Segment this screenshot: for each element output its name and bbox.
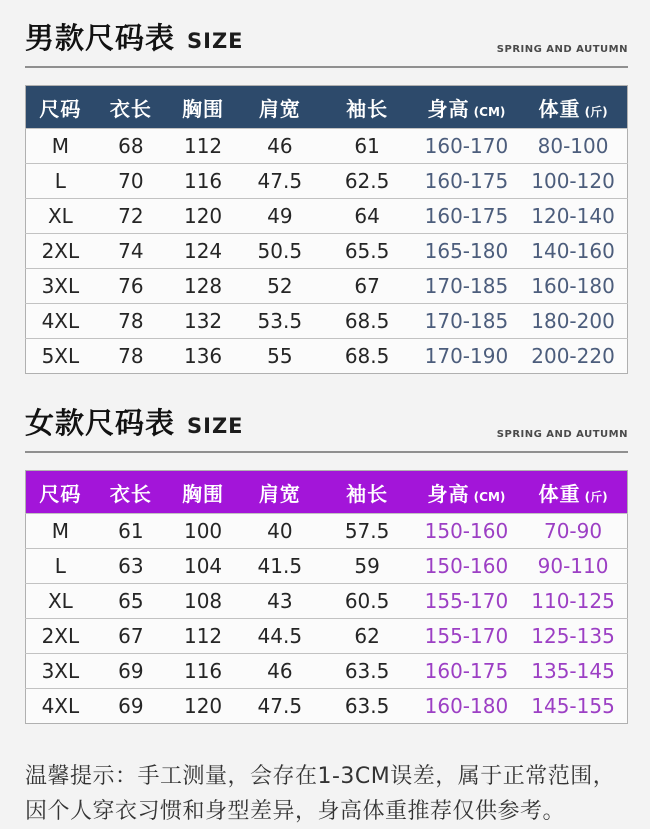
disclaimer-note: 温馨提示：手工测量，会存在1-3CM误差，属于正常范围，因个人穿衣习惯和身型差异，身高体重推荐仅供参考。 (25, 764, 616, 824)
column-unit: (CM) (469, 104, 506, 119)
men-title-row (25, 16, 628, 57)
value-cell: 160-180 (519, 269, 627, 304)
value-cell: 46 (239, 654, 320, 689)
value-cell: 78 (95, 339, 167, 374)
column-header: 袖长 (320, 471, 413, 514)
value-cell: 108 (167, 584, 239, 619)
table-row (26, 584, 628, 619)
size-cell: 2XL (26, 234, 95, 269)
value-cell: 160-175 (414, 654, 519, 689)
value-cell: 50.5 (239, 234, 320, 269)
size-cell: M (26, 129, 95, 164)
value-cell: 70-90 (519, 514, 627, 549)
season-label: SPRING AND AUTUMN (496, 429, 628, 440)
value-cell: 61 (320, 129, 413, 164)
size-cell: L (26, 549, 95, 584)
value-cell: 63.5 (320, 654, 413, 689)
value-cell: 68 (95, 129, 167, 164)
column-header: 身高 (CM) (414, 86, 519, 129)
value-cell: 125-135 (519, 619, 627, 654)
value-cell: 155-170 (414, 584, 519, 619)
value-cell: 62.5 (320, 164, 413, 199)
value-cell: 68.5 (320, 304, 413, 339)
value-cell: 170-190 (414, 339, 519, 374)
header-row (26, 86, 628, 129)
value-cell: 47.5 (239, 164, 320, 199)
value-cell: 43 (239, 584, 320, 619)
women-size-table (25, 470, 628, 724)
value-cell: 68.5 (320, 339, 413, 374)
table-row (26, 269, 628, 304)
value-cell: 124 (167, 234, 239, 269)
size-cell: 4XL (26, 304, 95, 339)
value-cell: 112 (167, 619, 239, 654)
table-row (26, 654, 628, 689)
value-cell: 47.5 (239, 689, 320, 724)
column-header: 衣长 (95, 471, 167, 514)
value-cell: 165-180 (414, 234, 519, 269)
column-header: 胸围 (167, 86, 239, 129)
size-cell: 2XL (26, 619, 95, 654)
size-cell: 3XL (26, 654, 95, 689)
section-title-en: SIZE (187, 414, 244, 438)
value-cell: 160-175 (414, 164, 519, 199)
column-unit: (斤) (580, 489, 608, 504)
size-cell: 4XL (26, 689, 95, 724)
title-divider (25, 66, 628, 68)
table-row (26, 619, 628, 654)
value-cell: 63.5 (320, 689, 413, 724)
value-cell: 65.5 (320, 234, 413, 269)
value-cell: 55 (239, 339, 320, 374)
table-row (26, 339, 628, 374)
value-cell: 64 (320, 199, 413, 234)
column-header: 体重 (斤) (519, 471, 627, 514)
value-cell: 160-175 (414, 199, 519, 234)
section-title-en: SIZE (187, 29, 244, 53)
value-cell: 63 (95, 549, 167, 584)
table-row (26, 304, 628, 339)
size-cell: L (26, 164, 95, 199)
value-cell: 145-155 (519, 689, 627, 724)
column-header: 衣长 (95, 86, 167, 129)
value-cell: 110-125 (519, 584, 627, 619)
section-title-cn: 女款尺码表 (25, 406, 176, 440)
value-cell: 135-145 (519, 654, 627, 689)
value-cell: 170-185 (414, 269, 519, 304)
value-cell: 69 (95, 654, 167, 689)
value-cell: 61 (95, 514, 167, 549)
column-unit: (CM) (469, 489, 506, 504)
value-cell: 65 (95, 584, 167, 619)
table-row (26, 514, 628, 549)
value-cell: 116 (167, 164, 239, 199)
column-header: 身高 (CM) (414, 471, 519, 514)
value-cell: 160-180 (414, 689, 519, 724)
value-cell: 69 (95, 689, 167, 724)
table-row (26, 199, 628, 234)
table-row (26, 234, 628, 269)
value-cell: 62 (320, 619, 413, 654)
column-header: 尺码 (26, 86, 95, 129)
men-size-section (25, 16, 628, 374)
table-row (26, 164, 628, 199)
value-cell: 104 (167, 549, 239, 584)
value-cell: 49 (239, 199, 320, 234)
value-cell: 132 (167, 304, 239, 339)
value-cell: 150-160 (414, 514, 519, 549)
size-cell: XL (26, 584, 95, 619)
value-cell: 160-170 (414, 129, 519, 164)
value-cell: 67 (320, 269, 413, 304)
section-title-cn: 男款尺码表 (25, 21, 176, 55)
header-row (26, 471, 628, 514)
value-cell: 76 (95, 269, 167, 304)
value-cell: 128 (167, 269, 239, 304)
value-cell: 70 (95, 164, 167, 199)
value-cell: 150-160 (414, 549, 519, 584)
value-cell: 170-185 (414, 304, 519, 339)
value-cell: 120 (167, 689, 239, 724)
table-row (26, 129, 628, 164)
value-cell: 44.5 (239, 619, 320, 654)
column-header: 尺码 (26, 471, 95, 514)
value-cell: 90-110 (519, 549, 627, 584)
column-header: 肩宽 (239, 86, 320, 129)
value-cell: 40 (239, 514, 320, 549)
value-cell: 200-220 (519, 339, 627, 374)
size-cell: XL (26, 199, 95, 234)
value-cell: 136 (167, 339, 239, 374)
title-divider (25, 451, 628, 453)
value-cell: 60.5 (320, 584, 413, 619)
column-unit: (斤) (580, 104, 608, 119)
value-cell: 57.5 (320, 514, 413, 549)
size-cell: 3XL (26, 269, 95, 304)
value-cell: 53.5 (239, 304, 320, 339)
column-header: 胸围 (167, 471, 239, 514)
season-label: SPRING AND AUTUMN (496, 44, 628, 55)
table-row (26, 689, 628, 724)
value-cell: 52 (239, 269, 320, 304)
value-cell: 140-160 (519, 234, 627, 269)
value-cell: 120-140 (519, 199, 627, 234)
value-cell: 74 (95, 234, 167, 269)
value-cell: 72 (95, 199, 167, 234)
women-size-section (25, 401, 628, 724)
value-cell: 116 (167, 654, 239, 689)
column-header: 肩宽 (239, 471, 320, 514)
men-size-table (25, 85, 628, 374)
value-cell: 120 (167, 199, 239, 234)
column-header: 体重 (斤) (519, 86, 627, 129)
value-cell: 100-120 (519, 164, 627, 199)
value-cell: 180-200 (519, 304, 627, 339)
women-title-row (25, 401, 628, 442)
value-cell: 59 (320, 549, 413, 584)
value-cell: 155-170 (414, 619, 519, 654)
table-row (26, 549, 628, 584)
size-cell: M (26, 514, 95, 549)
size-cell: 5XL (26, 339, 95, 374)
column-header: 袖长 (320, 86, 413, 129)
value-cell: 112 (167, 129, 239, 164)
value-cell: 67 (95, 619, 167, 654)
value-cell: 80-100 (519, 129, 627, 164)
value-cell: 78 (95, 304, 167, 339)
value-cell: 100 (167, 514, 239, 549)
value-cell: 41.5 (239, 549, 320, 584)
value-cell: 46 (239, 129, 320, 164)
